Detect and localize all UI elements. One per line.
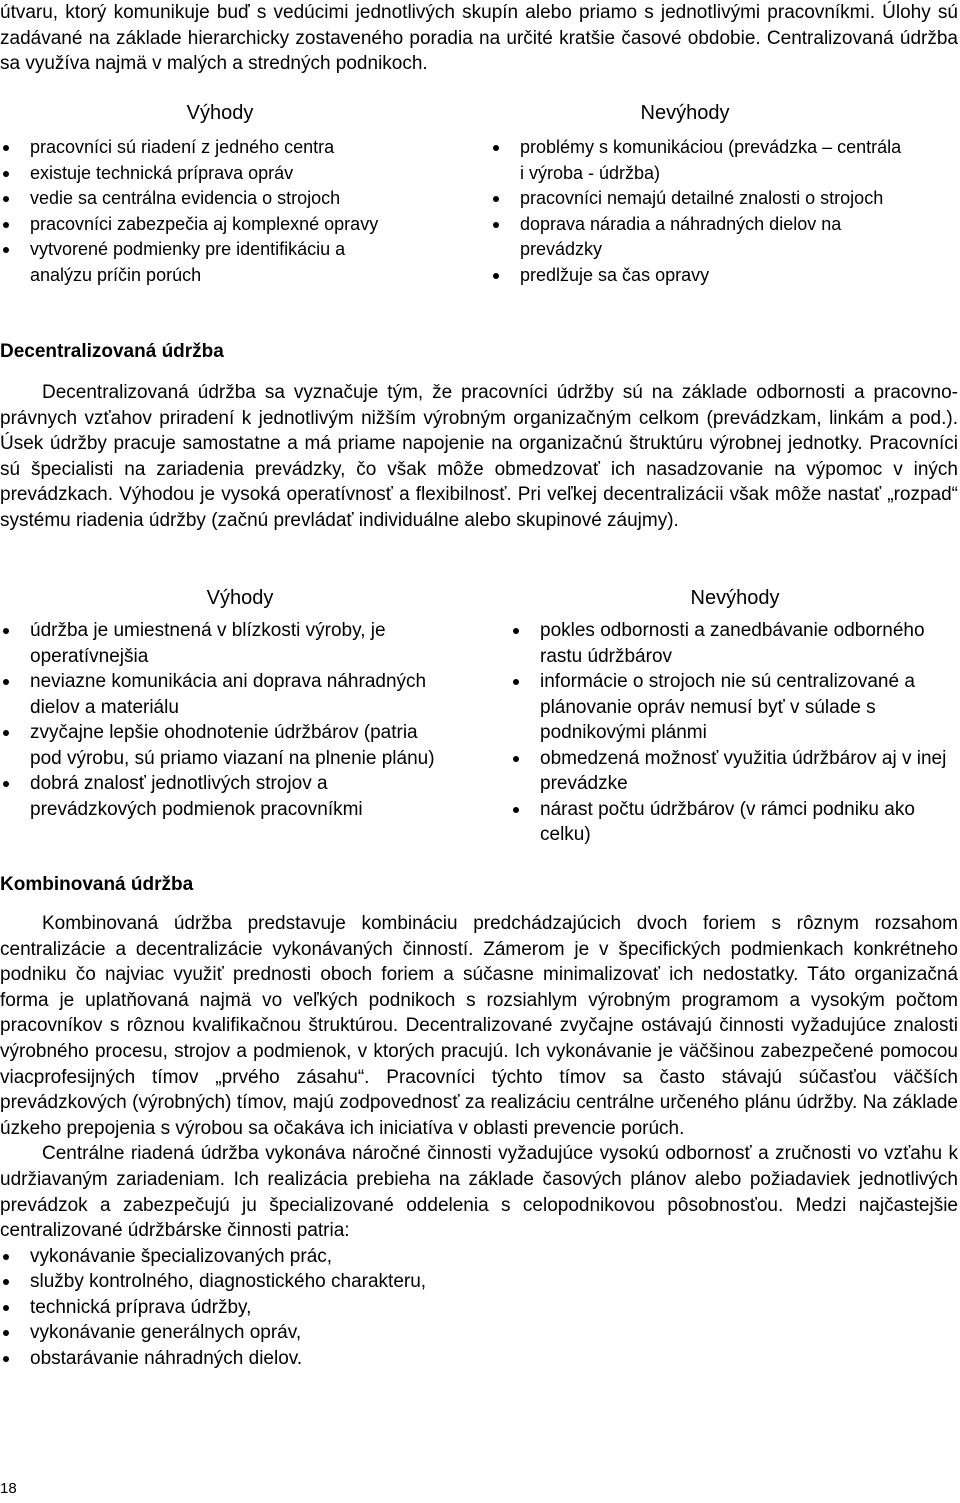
list-item: technická príprava údržby, [0, 1295, 930, 1321]
list-item: vykonávanie generálnych opráv, [0, 1320, 930, 1346]
list-item: zvyčajne lepšie ohodnotenie údržbárov (patria pod výrobu, sú priamo viazaní na plnenie plánu) [0, 720, 440, 771]
list-item: doprava náradia a náhradných dielov na prevádzky [490, 212, 910, 263]
combined-section [0, 911, 958, 1371]
central-disadvantages-column [490, 100, 940, 288]
intro-paragraph: útvaru, ktorý komunikuje buď s vedúcimi jednotlivých skupín alebo priamo s jednotlivými pracovníkmi. Úlohy sú zadávané na základe hierarchicky zostaveného poradia na určité kratšie časové obdobie. Centralizovaná údržba sa využíva najmä v malých a stredných podnikoch. [0, 2, 958, 75]
central-pros-cons [0, 100, 960, 320]
list-item: existuje technická príprava opráv [0, 161, 410, 187]
page-number: 18 [0, 1480, 17, 1497]
combined-paragraph-2: Centrálne riadená údržba vykonáva náročné činnosti vyžadujúce vysokú odbornosť a zručnosti vo vzťahu k udržiavaným zariadeniam. Ich realizácia prebieha na základe časových plánov alebo požiadaviek jednotlivých prevádzok a zabezpečujú ju špecializované oddelenia s celopodnikovou pôsobnosťou. Medzi najčastejšie centralizované údržbárske činnosti patria: [0, 1143, 958, 1242]
central-activities-list [0, 1244, 930, 1372]
list-item: predlžuje sa čas opravy [490, 263, 910, 289]
list-item: neviazne komunikácia ani doprava náhradných dielov a materiálu [0, 669, 440, 720]
list-item: nárast počtu údržbárov (v rámci podniku ako celku) [510, 797, 950, 848]
decentral-advantages-title: Výhody [206, 587, 274, 609]
decentral-advantages-column [0, 585, 480, 822]
central-advantages-column [0, 100, 480, 288]
decentral-heading: Decentralizovaná údržba [0, 341, 224, 362]
decentral-advantages-list [0, 618, 440, 822]
list-item: vedie sa centrálna evidencia o strojoch [0, 186, 410, 212]
decentral-disadvantages-column [510, 585, 960, 848]
list-item: problémy s komunikáciou (prevádzka – centrála i výroba - údržba) [490, 135, 910, 186]
combined-heading: Kombinovaná údržba [0, 874, 194, 895]
list-item: pokles odbornosti a zanedbávanie odborného rastu údržbárov [510, 618, 950, 669]
central-disadvantages-list [490, 135, 910, 288]
decentral-disadvantages-list [510, 618, 950, 848]
list-item: údržba je umiestnená v blízkosti výroby, je operatívnejšia [0, 618, 440, 669]
central-disadvantages-title: Nevýhody [640, 102, 730, 124]
central-advantages-title: Výhody [186, 102, 254, 124]
list-item: informácie o strojoch nie sú centralizované a plánovanie opráv nemusí byť v súlade s podnikovými plánmi [510, 669, 950, 746]
list-item: dobrá znalosť jednotlivých strojov a prevádzkových podmienok pracovníkmi [0, 771, 440, 822]
decentral-pros-cons [0, 585, 960, 855]
decentral-disadvantages-title: Nevýhody [690, 587, 780, 609]
list-item: vytvorené podmienky pre identifikáciu a analýzu príčin porúch [0, 237, 410, 288]
list-item: vykonávanie špecializovaných prác, [0, 1244, 930, 1270]
central-advantages-list [0, 135, 410, 288]
list-item: obmedzená možnosť využitia údržbárov aj v inej prevádzke [510, 746, 950, 797]
list-item: obstarávanie náhradných dielov. [0, 1346, 930, 1372]
decentral-paragraph: Decentralizovaná údržba sa vyznačuje tým, že pracovníci údržby sú na základe odbornosti a pracovno-právnych vzťahov priradení k jednotlivým nižším výrobným organizačným celkom (prevádzkam, linkám a pod.). Úsek údržby pracuje samostatne a má priame napojenie na organizačnú štruktúru výrobnej jednotky. Pracovníci sú špecialisti na zariadenia prevádzky, čo však môže obmedzovať ich nasadzovanie na výpomoc v iných prevádzkach. Výhodou je vysoká operatívnosť a flexibilnosť. Pri veľkej decentralizácii však môže nastať „rozpad“ systému riadenia údržby (začnú prevládať individuálne alebo skupinové záujmy). [0, 382, 958, 531]
list-item: pracovníci nemajú detailné znalosti o strojoch [490, 186, 910, 212]
list-item: pracovníci sú riadení z jedného centra [0, 135, 410, 161]
list-item: pracovníci zabezpečia aj komplexné opravy [0, 212, 410, 238]
combined-paragraph-1: Kombinovaná údržba predstavuje kombináciu predchádzajúcich dvoch foriem s rôznym rozsahom centralizácie a decentralizácie vykonávaných činností. Zámerom je v špecifických podmienkach konkrétneho podniku čo najviac využiť prednosti oboch foriem a súčasne minimalizovať ich nedostatky. Táto organizačná forma je uplatňovaná najmä vo veľkých podnikoch s rozsiahlym výrobným programom a vysokým počtom pracovníkov s rôznou kvalifikačnou štruktúrou. Decentralizované zvyčajne ostávajú činnosti vyžadujúce znalosti výrobného procesu, strojov a podmienok, v ktorých pracujú. Ich vykonávanie je väčšinou zabezpečené pomocou viacprofesijných tímov „prvého zásahu“. Pracovníci týchto tímov sa často stávajú súčasťou väčších prevádzkových (výrobných) tímov, majú zodpovednosť za realizáciu centrálne určeného plánu údržby. Na základe úzkeho prepojenia s výrobou sa očakáva ich iniciatíva v oblasti prevencie porúch. [0, 913, 958, 1139]
list-item: služby kontrolného, diagnostického charakteru, [0, 1269, 930, 1295]
